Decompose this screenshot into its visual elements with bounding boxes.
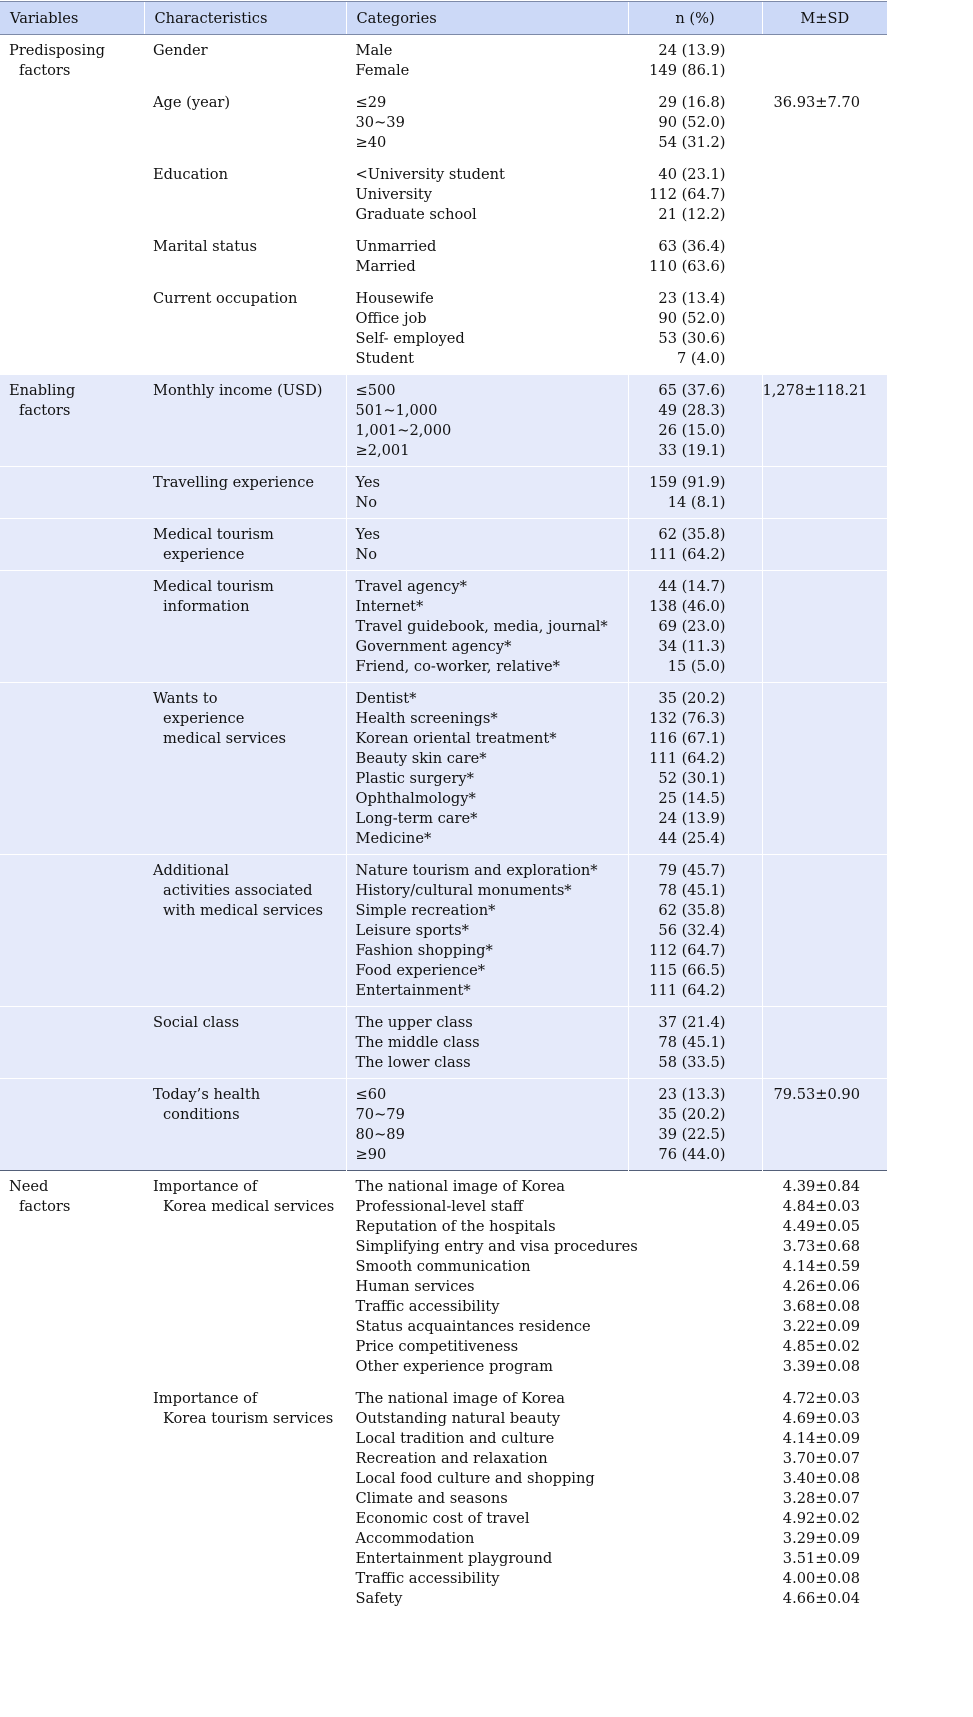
characteristic-cell (144, 571, 346, 683)
cell-line: Traffic accessibility (355, 1570, 500, 1587)
cell-line: 501~1,000 (355, 402, 438, 419)
cell-line: Korea medical services (163, 1198, 335, 1215)
cell-line: Unmarried (355, 238, 437, 255)
cell-line: 33 (19.1) (658, 442, 726, 459)
variable-cell (0, 1007, 144, 1079)
cell-line: Need (9, 1178, 49, 1195)
cell-line: 138 (46.0) (649, 598, 726, 615)
cell-line: 7 (4.0) (676, 350, 726, 367)
cell-line: The national image of Korea (355, 1178, 565, 1195)
cell-line: 69 (23.0) (658, 618, 726, 635)
n-percent-cell (628, 159, 762, 231)
cell-line: Dentist* (355, 690, 417, 707)
cell-line: 159 (91.9) (649, 474, 726, 491)
cell-line: Travelling experience (153, 474, 315, 491)
cell-line: 52 (30.1) (658, 770, 726, 787)
cell-line: factors (19, 402, 71, 419)
cell-line: Enabling (9, 382, 76, 399)
mean-sd-cell (762, 855, 887, 1007)
cell-line: conditions (163, 1106, 240, 1123)
cell-line: 23 (13.3) (658, 1086, 726, 1103)
mean-sd-cell (762, 467, 887, 519)
cell-line: 90 (52.0) (658, 310, 726, 327)
cell-line: ≤500 (355, 382, 396, 399)
cell-line: with medical services (163, 902, 324, 919)
mean-sd-cell (762, 231, 887, 283)
enab-section (0, 375, 887, 1171)
cell-line: Fashion shopping* (355, 942, 493, 959)
cell-line: 65 (37.6) (658, 382, 726, 399)
categories-cell (346, 231, 628, 283)
cell-line: No (355, 546, 378, 563)
cell-line: information (163, 598, 250, 615)
header-variables: Variables (0, 2, 144, 35)
cell-line: 1,278±118.21 (762, 382, 868, 399)
cell-line: Female (355, 62, 410, 79)
cell-line: Other experience program (355, 1358, 553, 1375)
cell-line: 58 (33.5) (658, 1054, 726, 1071)
cell-line: 63 (36.4) (658, 238, 726, 255)
cell-line: ≥90 (355, 1146, 387, 1163)
cell-line: Accommodation (355, 1530, 475, 1547)
cell-line: Importance of (153, 1390, 258, 1407)
header-row (0, 2, 887, 35)
cell-line: Graduate school (355, 206, 477, 223)
cell-line: Korea tourism services (163, 1410, 334, 1427)
table-row (0, 1079, 887, 1171)
cell-line: Medical tourism (153, 526, 274, 543)
table-row (0, 87, 887, 159)
cell-line: factors (19, 1198, 71, 1215)
cell-line: 21 (12.2) (658, 206, 726, 223)
cell-line: Today’s health (153, 1086, 261, 1103)
cell-line: Long-term care* (355, 810, 478, 827)
cell-line: 111 (64.2) (649, 750, 726, 767)
variable-cell (0, 231, 144, 283)
cell-line: Plastic surgery* (355, 770, 474, 787)
n-percent-cell (628, 231, 762, 283)
cell-line: 70~79 (355, 1106, 405, 1123)
mean-sd-cell (762, 87, 887, 159)
table-row (0, 467, 887, 519)
characteristic-cell (144, 283, 346, 375)
cell-line: Importance of (153, 1178, 258, 1195)
cell-line: 4.69±0.03 (782, 1410, 860, 1427)
variable-cell (0, 375, 144, 467)
variable-cell (0, 1171, 144, 1383)
cell-line: Medicine* (355, 830, 432, 847)
cell-line: The upper class (355, 1014, 473, 1031)
cell-line: Monthly income (USD) (153, 382, 323, 399)
cell-line: The lower class (355, 1054, 471, 1071)
categories-cell (346, 35, 628, 87)
table-row (0, 35, 887, 87)
table-row (0, 855, 887, 1007)
cell-line: 4.92±0.02 (782, 1510, 860, 1527)
header-characteristics: Characteristics (144, 2, 346, 35)
cell-line: Entertainment playground (355, 1550, 553, 1567)
variable-cell (0, 1079, 144, 1171)
cell-line: 3.39±0.08 (782, 1358, 860, 1375)
cell-line: 30~39 (355, 114, 405, 131)
cell-line: Outstanding natural beauty (355, 1410, 561, 1427)
cell-line: Entertainment* (355, 982, 471, 999)
cell-line: 44 (14.7) (658, 578, 726, 595)
cell-line: Age (year) (153, 94, 231, 111)
n-percent-cell (628, 571, 762, 683)
categories-cell (346, 683, 628, 855)
cell-line: Climate and seasons (355, 1490, 508, 1507)
cell-line: 39 (22.5) (658, 1126, 726, 1143)
n-percent-cell (628, 283, 762, 375)
header-categories: Categories (346, 2, 628, 35)
categories-cell (346, 283, 628, 375)
cell-line: 3.73±0.68 (782, 1238, 860, 1255)
mean-sd-cell (762, 1007, 887, 1079)
cell-line: 54 (31.2) (658, 134, 726, 151)
table-row (0, 159, 887, 231)
cell-line: Nature tourism and exploration* (355, 862, 598, 879)
table-row (0, 571, 887, 683)
characteristics-table (0, 1, 887, 1614)
cell-line: 4.49±0.05 (782, 1218, 860, 1235)
cell-line: 4.66±0.04 (782, 1590, 860, 1607)
variable-cell (0, 35, 144, 87)
variable-cell (0, 159, 144, 231)
mean-sd-cell (762, 35, 887, 87)
n-percent-cell (628, 855, 762, 1007)
cell-line: Leisure sports* (355, 922, 469, 939)
cell-line: Medical tourism (153, 578, 274, 595)
cell-line: Local food culture and shopping (355, 1470, 595, 1487)
cell-line: Economic cost of travel (355, 1510, 530, 1527)
cell-line: 24 (13.9) (658, 810, 726, 827)
mean-sd-cell (762, 283, 887, 375)
mean-sd-cell (762, 571, 887, 683)
categories-cell (346, 1383, 628, 1615)
variable-cell (0, 571, 144, 683)
cell-line: 112 (64.7) (649, 942, 726, 959)
cell-line: 4.72±0.03 (782, 1390, 860, 1407)
mean-sd-cell (762, 1079, 887, 1171)
mean-sd-cell (762, 375, 887, 467)
cell-line: Professional-level staff (355, 1198, 524, 1215)
characteristic-cell (144, 1007, 346, 1079)
cell-line: 56 (32.4) (658, 922, 726, 939)
n-percent-cell (628, 683, 762, 855)
cell-line: 4.26±0.06 (782, 1278, 860, 1295)
cell-line: 80~89 (355, 1126, 405, 1143)
cell-line: Safety (355, 1590, 403, 1607)
cell-line: 3.29±0.09 (782, 1530, 860, 1547)
categories-cell (346, 571, 628, 683)
need-section (0, 1171, 887, 1615)
cell-line: Male (355, 42, 393, 59)
cell-line: <University student (355, 166, 505, 183)
n-percent-cell (628, 467, 762, 519)
categories-cell (346, 1079, 628, 1171)
cell-line: Wants to (153, 690, 218, 707)
table-row (0, 283, 887, 375)
cell-line: Beauty skin care* (355, 750, 487, 767)
cell-line: 4.39±0.84 (782, 1178, 860, 1195)
pred-section (0, 35, 887, 375)
cell-line: 116 (67.1) (649, 730, 726, 747)
cell-line: 78 (45.1) (658, 882, 726, 899)
cell-line: 34 (11.3) (658, 638, 726, 655)
cell-line: 3.68±0.08 (782, 1298, 860, 1315)
n-percent-cell (628, 35, 762, 87)
cell-line: Human services (355, 1278, 475, 1295)
cell-line: 76 (44.0) (658, 1146, 726, 1163)
n-percent-cell (628, 375, 762, 467)
cell-line: Gender (153, 42, 208, 59)
characteristic-cell (144, 231, 346, 283)
cell-line: 132 (76.3) (649, 710, 726, 727)
characteristic-cell (144, 1171, 346, 1383)
characteristic-cell (144, 159, 346, 231)
cell-line: 49 (28.3) (658, 402, 726, 419)
cell-line: Internet* (355, 598, 424, 615)
cell-line: Status acquaintances residence (355, 1318, 591, 1335)
cell-line: 29 (16.8) (658, 94, 726, 111)
cell-line: 14 (8.1) (667, 494, 726, 511)
cell-line: Friend, co-worker, relative* (355, 658, 560, 675)
characteristic-cell (144, 683, 346, 855)
n-percent-cell (628, 1171, 762, 1383)
variable-cell (0, 519, 144, 571)
cell-line: Predisposing (9, 42, 105, 59)
characteristic-cell (144, 375, 346, 467)
cell-line: ≤60 (355, 1086, 387, 1103)
cell-line: Simplifying entry and visa procedures (355, 1238, 638, 1255)
cell-line: Office job (355, 310, 427, 327)
variable-cell (0, 683, 144, 855)
mean-sd-cell (762, 1171, 887, 1383)
categories-cell (346, 87, 628, 159)
categories-cell (346, 467, 628, 519)
cell-line: Yes (355, 526, 380, 543)
cell-line: Smooth communication (355, 1258, 531, 1275)
cell-line: 4.14±0.09 (782, 1430, 860, 1447)
cell-line: Social class (153, 1014, 240, 1031)
mean-sd-cell (762, 519, 887, 571)
variable-cell (0, 1383, 144, 1615)
table-row (0, 375, 887, 467)
table-row (0, 1383, 887, 1615)
cell-line: 3.70±0.07 (782, 1450, 860, 1467)
table-row (0, 683, 887, 855)
cell-line: 37 (21.4) (658, 1014, 726, 1031)
cell-line: 90 (52.0) (658, 114, 726, 131)
cell-line: Yes (355, 474, 380, 491)
cell-line: Food experience* (355, 962, 486, 979)
cell-line: 62 (35.8) (658, 526, 726, 543)
cell-line: Married (355, 258, 416, 275)
cell-line: 23 (13.4) (658, 290, 726, 307)
cell-line: 78 (45.1) (658, 1034, 726, 1051)
n-percent-cell (628, 1079, 762, 1171)
cell-line: The national image of Korea (355, 1390, 565, 1407)
categories-cell (346, 159, 628, 231)
cell-line: 110 (63.6) (649, 258, 726, 275)
categories-cell (346, 519, 628, 571)
table-header (0, 2, 887, 35)
cell-line: 115 (66.5) (649, 962, 726, 979)
cell-line: 4.84±0.03 (782, 1198, 860, 1215)
header-n-percent: n (%) (628, 2, 762, 35)
cell-line: 4.85±0.02 (782, 1338, 860, 1355)
variable-cell (0, 283, 144, 375)
cell-line: ≥2,001 (355, 442, 410, 459)
cell-line: 15 (5.0) (667, 658, 726, 675)
cell-line: 112 (64.7) (649, 186, 726, 203)
cell-line: Korean oriental treatment* (355, 730, 557, 747)
cell-line: 149 (86.1) (649, 62, 726, 79)
cell-line: Price competitiveness (355, 1338, 519, 1355)
cell-line: experience (163, 710, 245, 727)
cell-line: Reputation of the hospitals (355, 1218, 556, 1235)
categories-cell (346, 1007, 628, 1079)
cell-line: 25 (14.5) (658, 790, 726, 807)
cell-line: Current occupation (153, 290, 298, 307)
characteristic-cell (144, 1079, 346, 1171)
cell-line: Local tradition and culture (355, 1430, 555, 1447)
table-row (0, 231, 887, 283)
cell-line: Self- employed (355, 330, 465, 347)
cell-line: 4.14±0.59 (782, 1258, 860, 1275)
characteristic-cell (144, 519, 346, 571)
characteristic-cell (144, 1383, 346, 1615)
characteristic-cell (144, 467, 346, 519)
cell-line: 44 (25.4) (658, 830, 726, 847)
mean-sd-cell (762, 1383, 887, 1615)
table-row (0, 1171, 887, 1383)
cell-line: ≤29 (355, 94, 387, 111)
table-row (0, 519, 887, 571)
cell-line: Health screenings* (355, 710, 498, 727)
variable-cell (0, 87, 144, 159)
cell-line: factors (19, 62, 71, 79)
characteristic-cell (144, 855, 346, 1007)
categories-cell (346, 375, 628, 467)
cell-line: 3.40±0.08 (782, 1470, 860, 1487)
cell-line: experience (163, 546, 245, 563)
characteristic-cell (144, 35, 346, 87)
cell-line: 53 (30.6) (658, 330, 726, 347)
cell-line: Housewife (355, 290, 434, 307)
cell-line: 4.00±0.08 (782, 1570, 860, 1587)
n-percent-cell (628, 1383, 762, 1615)
cell-line: 26 (15.0) (658, 422, 726, 439)
variable-cell (0, 467, 144, 519)
cell-line: Student (355, 350, 415, 367)
cell-line: The middle class (355, 1034, 480, 1051)
cell-line: 111 (64.2) (649, 546, 726, 563)
cell-line: activities associated (163, 882, 313, 899)
cell-line: 3.51±0.09 (782, 1550, 860, 1567)
mean-sd-cell (762, 159, 887, 231)
cell-line: 111 (64.2) (649, 982, 726, 999)
cell-line: Recreation and relaxation (355, 1450, 548, 1467)
cell-line: ≥40 (355, 134, 387, 151)
cell-line: University (355, 186, 432, 203)
table-row (0, 1007, 887, 1079)
n-percent-cell (628, 519, 762, 571)
cell-line: History/cultural monuments* (355, 882, 572, 899)
cell-line: Ophthalmology* (355, 790, 476, 807)
cell-line: No (355, 494, 378, 511)
n-percent-cell (628, 87, 762, 159)
categories-cell (346, 855, 628, 1007)
cell-line: 24 (13.9) (658, 42, 726, 59)
characteristic-cell (144, 87, 346, 159)
cell-line: Marital status (153, 238, 257, 255)
cell-line: Simple recreation* (355, 902, 496, 919)
cell-line: 35 (20.2) (658, 690, 726, 707)
cell-line: Travel guidebook, media, journal* (355, 618, 608, 635)
cell-line: 3.28±0.07 (782, 1490, 860, 1507)
cell-line: 3.22±0.09 (782, 1318, 860, 1335)
n-percent-cell (628, 1007, 762, 1079)
cell-line: 35 (20.2) (658, 1106, 726, 1123)
cell-line: Traffic accessibility (355, 1298, 500, 1315)
cell-line: Additional (153, 862, 229, 879)
mean-sd-cell (762, 683, 887, 855)
cell-line: 62 (35.8) (658, 902, 726, 919)
header-mean-sd: M±SD (762, 2, 887, 35)
categories-cell (346, 1171, 638, 1383)
cell-line: 79 (45.7) (658, 862, 726, 879)
cell-line: 79.53±0.90 (773, 1086, 860, 1103)
cell-line: Government agency* (355, 638, 512, 655)
cell-line: Travel agency* (355, 578, 467, 595)
cell-line: 40 (23.1) (658, 166, 726, 183)
variable-cell (0, 855, 144, 1007)
cell-line: 36.93±7.70 (773, 94, 860, 111)
cell-line: Education (153, 166, 228, 183)
cell-line: medical services (163, 730, 286, 747)
cell-line: 1,001~2,000 (355, 422, 452, 439)
